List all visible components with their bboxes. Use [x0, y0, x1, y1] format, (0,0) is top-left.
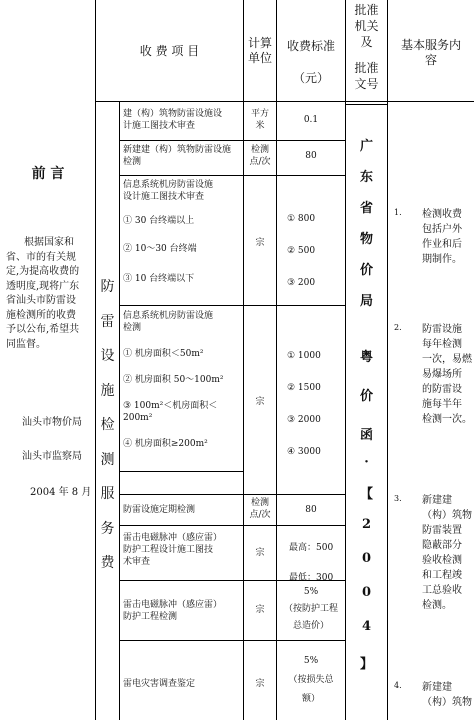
- row-item: 新建建（构）筑物防雷设施 检测: [123, 145, 232, 167]
- row-unit: 宗: [255, 605, 265, 615]
- header-item: 收 费 项 目: [139, 44, 200, 58]
- service-note-2: 2. 防雷设施 每年检测 一次，易燃 易爆场所 的防雷设 施每半年 检测一次。: [394, 323, 472, 425]
- service-note-3: 3. 新建建 （构）筑物 防雷装置 隐蔽部分 验收检测 和工程竣 工总验收 检测。: [394, 494, 472, 611]
- row-item: 防雷设施定期检测: [123, 505, 196, 515]
- service-note-1: 1. 检测收费 包括户外 作业和后 期制作。: [394, 208, 462, 265]
- row-fee: 80: [305, 505, 317, 515]
- row-fee: ① 800 ② 500 ③ 200: [287, 214, 316, 288]
- row-unit: 检测 点/次: [249, 498, 271, 520]
- row-item: 雷电灾害调查鉴定: [123, 679, 196, 689]
- header-service: 基本服务内 容: [400, 38, 461, 67]
- signature-supervision-bureau: 汕头市监察局: [22, 451, 82, 462]
- approval-document: 广 东 省 物 价 局 粤 价 函 · 【 2 0 0 4 】: [359, 139, 373, 672]
- row-fee: ① 1000 ② 1500 ③ 2000 ④ 3000: [287, 351, 321, 457]
- row-item: 信息系统机房防雷设施 检测 ① 机房面积＜50m² ② 机房面积 50～100m² ③ 100m²＜机房面积＜ 200m² ④ 机房面积≥200m²: [123, 311, 224, 449]
- row-unit: 宗: [255, 679, 265, 689]
- preface-title: 前 言: [31, 166, 65, 182]
- row-unit: 检测 点/次: [249, 145, 271, 167]
- row-fee: 80: [305, 151, 317, 161]
- row-fee: 5% （按防护工程 总造价）: [283, 587, 338, 631]
- header-approval: 批准 机关 及 批准 文号: [354, 3, 379, 91]
- publish-date: 2004 年 8 月: [30, 487, 92, 498]
- row-item: 建（构）筑物防雷设施设 计施工图技术审查: [123, 109, 223, 131]
- row-unit: 宗: [255, 548, 265, 558]
- signature-price-bureau: 汕头市物价局: [22, 417, 82, 428]
- row-unit: 平方 米: [250, 109, 269, 131]
- category-label: 防 雷 设 施 检 测 服 务 费: [100, 279, 115, 571]
- header-standard: 收费标准 （元）: [286, 39, 335, 85]
- preface-paragraph: 根据国家和 省、市的有关规 定,为提高收费的 透明度,现将广东 省汕头市防雷设 施检测所的收费 予以公布,希望共 同监督。: [6, 237, 80, 350]
- row-item: 雷击电磁脉冲（感应雷） 防护工程检测: [123, 600, 223, 622]
- row-item: 雷击电磁脉冲（感应雷） 防护工程设计施工图技 术审查: [123, 533, 223, 567]
- service-note-4: 4. 新建建 （构）筑物: [394, 681, 472, 708]
- row-item: 信息系统机房防雷设施 设计施工图技术审查 ① 30 台终端以上 ② 10～30 台终端 ③ 10 台终端以下: [123, 180, 214, 284]
- row-fee: 5% （按损失总 额）: [288, 656, 334, 704]
- row-fee: 0.1: [303, 115, 319, 125]
- row-unit: 宗: [255, 397, 265, 407]
- row-fee: 最高：500 最低：300: [289, 543, 334, 583]
- row-unit: 宗: [255, 238, 265, 248]
- header-unit: 计算 单位: [247, 36, 272, 65]
